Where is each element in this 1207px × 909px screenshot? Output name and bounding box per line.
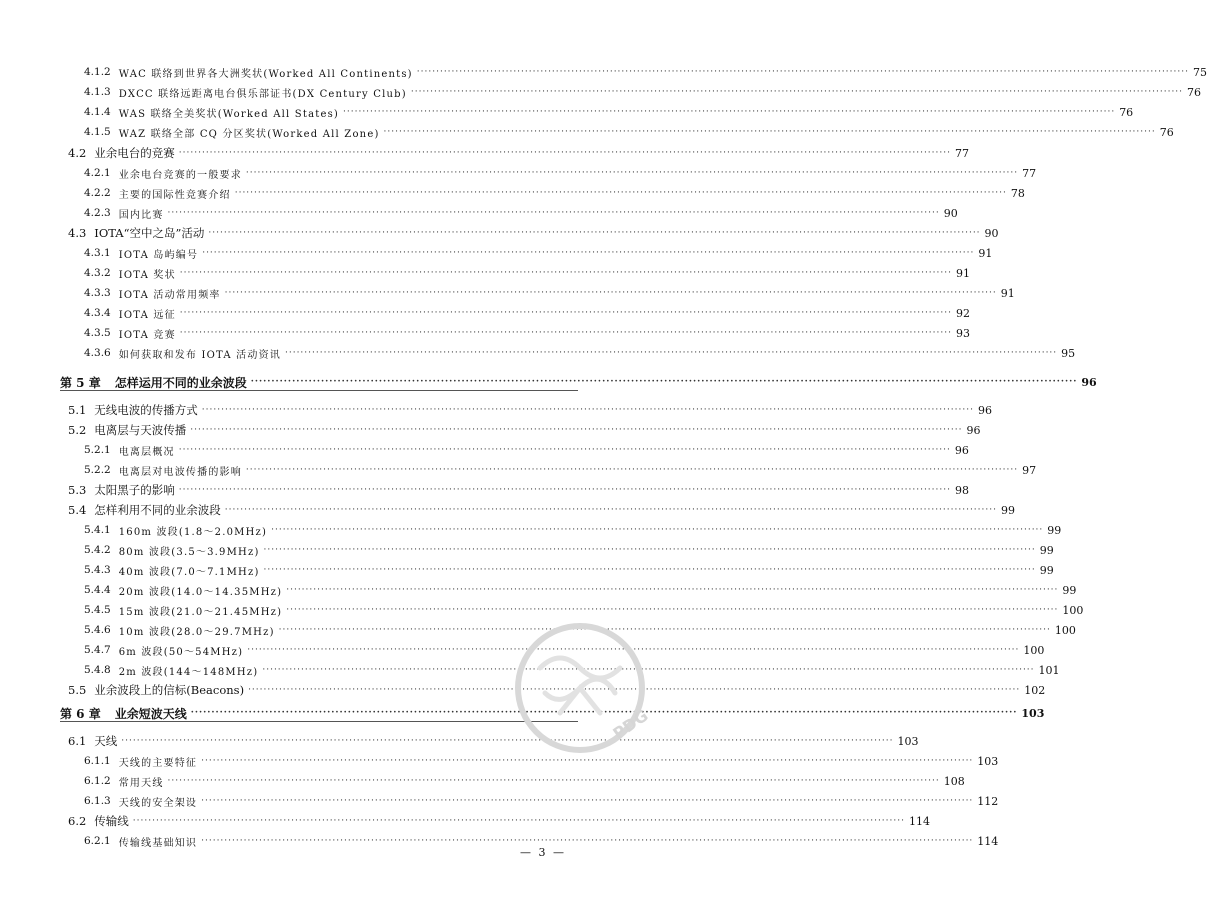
toc-title: 业余波段上的信标(Beacons) <box>94 683 245 697</box>
toc-page-number: 99 <box>1062 583 1077 597</box>
toc-number: 4.3.2 <box>84 267 111 279</box>
toc-page-number: 91 <box>1000 286 1015 300</box>
toc-title: 160m 波段(1.8～2.0MHz) <box>118 526 268 538</box>
toc-title: 业余短波天线 <box>114 706 187 721</box>
toc-leader-dots: ········································································································································································································ <box>179 268 952 278</box>
toc-row <box>0 751 999 771</box>
toc-number: 5.2.1 <box>84 444 111 456</box>
toc-number: 5.4 <box>68 503 87 517</box>
toc-page-number: 112 <box>977 794 999 808</box>
toc-page-number: 90 <box>984 226 999 240</box>
toc-page-number: 99 <box>1047 523 1062 537</box>
toc-row <box>0 62 1207 82</box>
toc-number: 5.2.2 <box>84 464 111 476</box>
toc-number: 5.4.3 <box>84 564 111 576</box>
toc-row <box>0 420 981 440</box>
watermark-text: PDG <box>609 705 652 744</box>
toc-title: 40m 波段(7.0～7.1MHz) <box>118 566 260 578</box>
toc-title: 国内比赛 <box>118 209 164 221</box>
toc-title: 怎样利用不同的业余波段 <box>94 503 221 517</box>
toc-chapter-row <box>0 372 1097 392</box>
toc-row <box>0 223 999 243</box>
toc-page-number: 92 <box>955 306 970 320</box>
toc-page-number: 91 <box>978 246 993 260</box>
toc-title: IOTA 奖状 <box>118 269 176 281</box>
toc-title: 天线的安全架设 <box>118 797 198 809</box>
toc-page-number: 76 <box>1187 85 1202 99</box>
chapter-divider-rule <box>60 390 578 391</box>
toc-row <box>0 283 1015 303</box>
toc-title: WAZ 联络全部 CQ 分区奖状(Worked All Zone) <box>118 128 380 140</box>
toc-page-number: 90 <box>943 206 958 220</box>
toc-leader-dots: ········································································································································································································ <box>179 308 952 318</box>
toc-number: 4.3.6 <box>84 347 111 359</box>
toc-title: IOTA 远征 <box>118 309 176 321</box>
toc-number: 5.4.7 <box>84 644 111 656</box>
toc-leader-dots: ········································································································································································································ <box>410 87 1184 97</box>
toc-leader-dots: ········································································································································································································ <box>263 565 1036 575</box>
toc-number: 5.4.8 <box>84 664 111 676</box>
toc-leader-dots: ········································································································································································································ <box>416 67 1189 77</box>
toc-row <box>0 560 1054 580</box>
toc-leader-dots: ········································································································································································································ <box>245 465 1019 475</box>
toc-title: IOTA 岛屿编号 <box>118 249 199 261</box>
toc-page-number: 96 <box>977 403 992 417</box>
toc-number: 6.1.3 <box>84 795 111 807</box>
toc-title: 传输线基础知识 <box>118 837 198 849</box>
toc-title: IOTA“空中之岛”活动 <box>94 226 205 240</box>
toc-title: 天线的主要特征 <box>118 757 198 769</box>
toc-row <box>0 440 969 460</box>
toc-number: 5.4.1 <box>84 524 111 536</box>
toc-number: 4.2.1 <box>84 167 111 179</box>
toc-row <box>0 243 993 263</box>
toc-row <box>0 163 1037 183</box>
toc-row <box>0 183 1025 203</box>
toc-title: DXCC 联络远距离电台俱乐部证书(DX Century Club) <box>118 88 407 100</box>
toc-row <box>0 480 969 500</box>
toc-number: 5.4.4 <box>84 584 111 596</box>
toc-page-number: 99 <box>1000 503 1015 517</box>
toc-title: 10m 波段(28.0～29.7MHz) <box>118 626 275 638</box>
toc-number: 5.5 <box>68 683 87 697</box>
page-number: — 3 — <box>520 846 566 859</box>
toc-number: 4.1.3 <box>84 86 111 98</box>
toc-title: 电离层与天波传播 <box>94 423 187 437</box>
toc-number: 4.1.4 <box>84 106 111 118</box>
chapter-divider-rule <box>60 721 578 722</box>
toc-page-number: 76 <box>1159 125 1174 139</box>
toc-title: 2m 波段(144～148MHz) <box>118 666 259 678</box>
toc-title: 常用天线 <box>118 777 164 789</box>
toc-page-number: 103 <box>977 754 999 768</box>
toc-row <box>0 82 1202 102</box>
toc-title: 电离层对电波传播的影响 <box>118 466 242 478</box>
toc-page-number: 102 <box>1024 683 1046 697</box>
toc-page-number: 96 <box>954 443 969 457</box>
toc-page-number: 99 <box>1039 563 1054 577</box>
toc-leader-dots: ········································································································································································································ <box>245 168 1019 178</box>
toc-title: IOTA 竞赛 <box>118 329 176 341</box>
toc-title: 太阳黑子的影响 <box>94 483 175 497</box>
toc-leader-dots: ········································································································································································································ <box>201 756 974 766</box>
toc-number: 4.2 <box>68 146 87 160</box>
toc-row <box>0 400 992 420</box>
toc-leader-dots: ········································································································································································································ <box>271 525 1044 535</box>
toc-title: 主要的国际性竞赛介绍 <box>118 189 231 201</box>
toc-page-number: 103 <box>1021 706 1045 720</box>
toc-row <box>0 580 1077 600</box>
toc-leader-dots: ········································································································································································································ <box>178 485 951 495</box>
toc-page-number: 99 <box>1039 543 1054 557</box>
toc-row <box>0 520 1062 540</box>
toc-title: 80m 波段(3.5～3.9MHz) <box>118 546 260 558</box>
toc-row <box>0 600 1084 620</box>
toc-page-number: 103 <box>897 734 919 748</box>
toc-title: WAS 联络全美奖状(Worked All States) <box>118 108 340 120</box>
toc-page-number: 108 <box>943 774 965 788</box>
toc-row <box>0 680 1046 700</box>
toc-leader-dots: ········································································································································································································ <box>201 796 974 806</box>
toc-leader-dots: ········································································································································································································ <box>248 685 1021 695</box>
toc-number: 4.1.2 <box>84 66 111 78</box>
toc-number: 4.3.1 <box>84 247 111 259</box>
toc-title: 传输线 <box>94 814 129 828</box>
toc-page-number: 77 <box>954 146 969 160</box>
toc-page-number: 91 <box>955 266 970 280</box>
toc-leader-dots: ········································································································································································································ <box>201 836 974 846</box>
toc-row <box>0 102 1134 122</box>
toc-title: 如何获取和发布 IOTA 活动资讯 <box>118 349 281 361</box>
toc-row <box>0 460 1037 480</box>
toc-page-number: 96 <box>1081 375 1097 389</box>
toc-number: 4.2.3 <box>84 207 111 219</box>
toc-number: 5.4.6 <box>84 624 111 636</box>
toc-title: 15m 波段(21.0～21.45MHz) <box>118 606 283 618</box>
toc-leader-dots: ········································································································································································································ <box>224 505 997 515</box>
toc-number: 6.2 <box>68 814 87 828</box>
toc-number: 6.1 <box>68 734 87 748</box>
toc-title: 业余电台竞赛的一般要求 <box>118 169 242 181</box>
toc-number: 第 6 章 <box>60 706 101 721</box>
toc-leader-dots: ········································································································································································································ <box>250 377 1078 387</box>
toc-leader-dots: ········································································································································································································ <box>262 665 1035 675</box>
toc-row <box>0 731 919 751</box>
toc-leader-dots: ········································································································································································································ <box>247 645 1020 655</box>
toc-row <box>0 122 1174 142</box>
toc-row <box>0 500 1015 520</box>
toc-leader-dots: ········································································································································································································ <box>190 425 963 435</box>
toc-leader-dots: ········································································································································································································ <box>278 625 1051 635</box>
toc-chapter-row <box>0 703 1045 723</box>
toc-title: 20m 波段(14.0～14.35MHz) <box>118 586 283 598</box>
toc-title: 6m 波段(50～54MHz) <box>118 646 244 658</box>
toc-row <box>0 303 970 323</box>
toc-leader-dots: ········································································································································································································ <box>234 188 1007 198</box>
toc-number: 第 5 章 <box>60 375 101 390</box>
toc-row <box>0 620 1076 640</box>
toc-page-number: 114 <box>977 834 999 848</box>
toc-row <box>0 203 958 223</box>
toc-page-number: 96 <box>966 423 981 437</box>
toc-row <box>0 540 1054 560</box>
toc-number: 4.3.5 <box>84 327 111 339</box>
toc-page-number: 77 <box>1022 166 1037 180</box>
toc-row <box>0 791 999 811</box>
toc-leader-dots: ········································································································································································································ <box>167 776 940 786</box>
toc-leader-dots: ········································································································································································································ <box>121 736 894 746</box>
toc-number: 5.1 <box>68 403 87 417</box>
toc-title: WAC 联络到世界各大洲奖状(Worked All Continents) <box>118 68 413 80</box>
toc-leader-dots: ········································································································································································································ <box>201 405 974 415</box>
toc-page-number: 100 <box>1023 643 1045 657</box>
toc-number: 5.3 <box>68 483 87 497</box>
toc-title: 电离层概况 <box>118 446 175 458</box>
toc-page-number: 114 <box>908 814 930 828</box>
toc-leader-dots: ········································································································································································································ <box>167 208 940 218</box>
toc-number: 6.1.2 <box>84 775 111 787</box>
toc-page-number: 95 <box>1061 346 1076 360</box>
toc-number: 4.3.4 <box>84 307 111 319</box>
toc-number: 6.2.1 <box>84 835 111 847</box>
toc-number: 4.1.5 <box>84 126 111 138</box>
toc-page-number: 100 <box>1054 623 1076 637</box>
toc-page-number: 93 <box>955 326 970 340</box>
toc-page-number: 101 <box>1038 663 1060 677</box>
toc-page-number: 97 <box>1022 463 1037 477</box>
toc-row <box>0 771 965 791</box>
toc-page-number: 75 <box>1192 65 1207 79</box>
toc-number: 4.2.2 <box>84 187 111 199</box>
toc-leader-dots: ········································································································································································································ <box>224 288 997 298</box>
toc-leader-dots: ········································································································································································································ <box>284 348 1058 358</box>
toc-row <box>0 323 970 343</box>
toc-leader-dots: ········································································································································································································ <box>286 585 1059 595</box>
toc-number: 4.3.3 <box>84 287 111 299</box>
toc-title: 怎样运用不同的业余波段 <box>114 375 247 390</box>
toc-title: 天线 <box>94 734 118 748</box>
toc-leader-dots: ········································································································································································································ <box>343 107 1116 117</box>
toc-leader-dots: ········································································································································································································ <box>178 445 951 455</box>
toc-leader-dots: ········································································································································································································ <box>202 248 975 258</box>
toc-leader-dots: ········································································································································································································ <box>286 605 1059 615</box>
toc-number: 5.4.2 <box>84 544 111 556</box>
toc-row <box>0 640 1045 660</box>
toc-row <box>0 343 1076 363</box>
toc-page-number: 100 <box>1062 603 1084 617</box>
toc-page-number: 78 <box>1010 186 1025 200</box>
toc-leader-dots: ········································································································································································································ <box>383 127 1156 137</box>
toc-title: 业余电台的竞赛 <box>94 146 175 160</box>
toc-leader-dots: ········································································································································································································ <box>263 545 1036 555</box>
toc-page-number: 76 <box>1119 105 1134 119</box>
toc-title: 无线电波的传播方式 <box>94 403 198 417</box>
toc-number: 5.2 <box>68 423 87 437</box>
toc-leader-dots: ········································································································································································································ <box>178 148 951 158</box>
toc-page-number: 98 <box>954 483 969 497</box>
toc-row <box>0 143 969 163</box>
toc-leader-dots: ········································································································································································································ <box>208 228 981 238</box>
toc-row <box>0 660 1060 680</box>
toc-number: 5.4.5 <box>84 604 111 616</box>
toc-number: 6.1.1 <box>84 755 111 767</box>
toc-row <box>0 811 930 831</box>
toc-leader-dots: ········································································································································································································ <box>132 816 905 826</box>
toc-row <box>0 263 970 283</box>
toc-number: 4.3 <box>68 226 87 240</box>
toc-title: IOTA 活动常用频率 <box>118 289 221 301</box>
toc-leader-dots: ········································································································································································································ <box>190 708 1018 718</box>
toc-leader-dots: ········································································································································································································ <box>179 328 952 338</box>
